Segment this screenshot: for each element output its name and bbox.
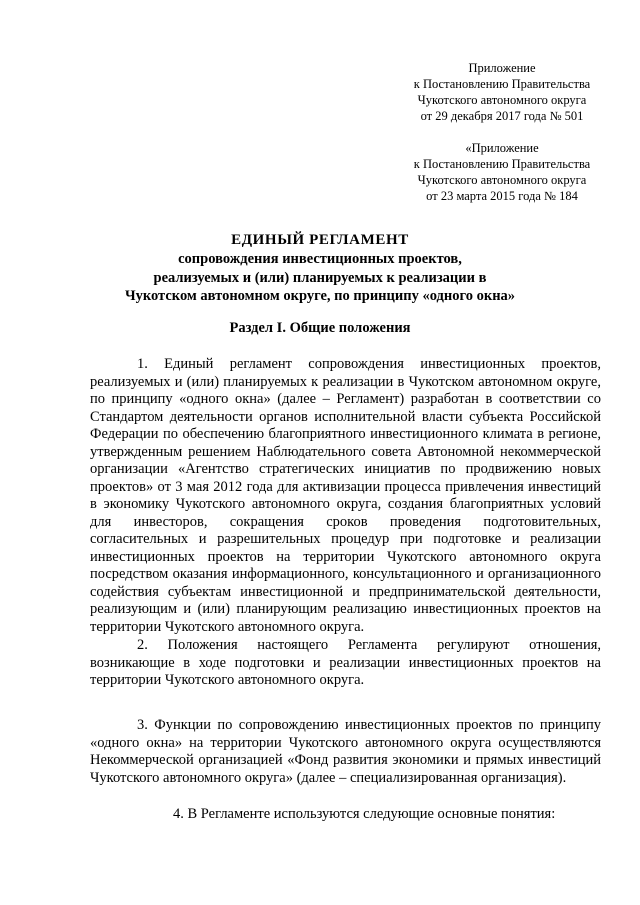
annex-line: от 23 марта 2015 года № 184 <box>426 189 578 203</box>
annex-line: «Приложение <box>465 141 539 155</box>
annex-previous <box>382 140 622 204</box>
subtitle-line: сопровождения инвестиционных проектов, <box>178 251 462 267</box>
document-subtitle <box>60 250 580 306</box>
annex-current <box>382 60 622 124</box>
annex-line: к Постановлению Правительства <box>413 77 591 91</box>
subtitle-line: реализуемых и (или) планируемых к реализации в <box>153 269 487 286</box>
paragraph-2: 2. Положения настоящего Регламента регулируют отношения, возникающие в ходе подготовки и реализации инвестиционных проектов на территории Чукотского автономного округа. <box>90 637 601 688</box>
annex-line: Приложение <box>468 61 536 75</box>
annex-line: от 29 декабря 2017 года № 501 <box>420 109 584 123</box>
annex-line: к Постановлению Правительства <box>413 157 591 171</box>
document-title: ЕДИНЫЙ РЕГЛАМЕНТ <box>231 232 409 248</box>
subtitle-line: Чукотском автономном округе, по принципу «одного окна» <box>124 288 516 304</box>
paragraph-1: 1. Единый регламент сопровождения инвестиционных проектов, реализуемых и (или) планируемых к реализации в Чукотском автономном округе, по принципу «одного окна» (далее – Регламент) разработан в соответствии со Стандартом деятельности органов исполнительной власти субъекта Российской Федерации по обеспечению благоприятного инвестиционного климата в регионе, утвержденным решением Наблюдательного совета Автономной некоммерческой организации «Агентство стратегических инициатив по продвижению новых проектов» от 3 мая 2012 года для активизации процесса привлечения инвестиций в экономику Чукотского автономного округа, создания благоприятных условий для инвесторов, сокращения сроков проведения подготовительных, согласительных и разрешительных процедур при подготовке и реализации инвестиционных проектов на территории Чукотского автономного округа посредством оказания информационного, консультационного и организационного содействия субъектам инвестиционной и предпринимательской деятельности, реализующим и (или) планирующим реализацию инвестиционных проектов на территории Чукотского автономного округа. <box>90 356 601 635</box>
paragraph-3: 3. Функции по сопровождению инвестиционных проектов по принципу «одного окна» на территории Чукотского автономного округа осуществляются Некоммерческой организацией «Фонд развития экономики и прямых инвестиций Чукотского автономного округа» (далее – специализированная организация). <box>90 717 601 786</box>
paragraph-4: 4. В Регламенте используются следующие основные понятия: <box>173 806 556 822</box>
annex-line: Чукотского автономного округа <box>417 93 587 107</box>
annex-line: Чукотского автономного округа <box>417 173 587 187</box>
section-heading: Раздел I. Общие положения <box>229 320 411 336</box>
